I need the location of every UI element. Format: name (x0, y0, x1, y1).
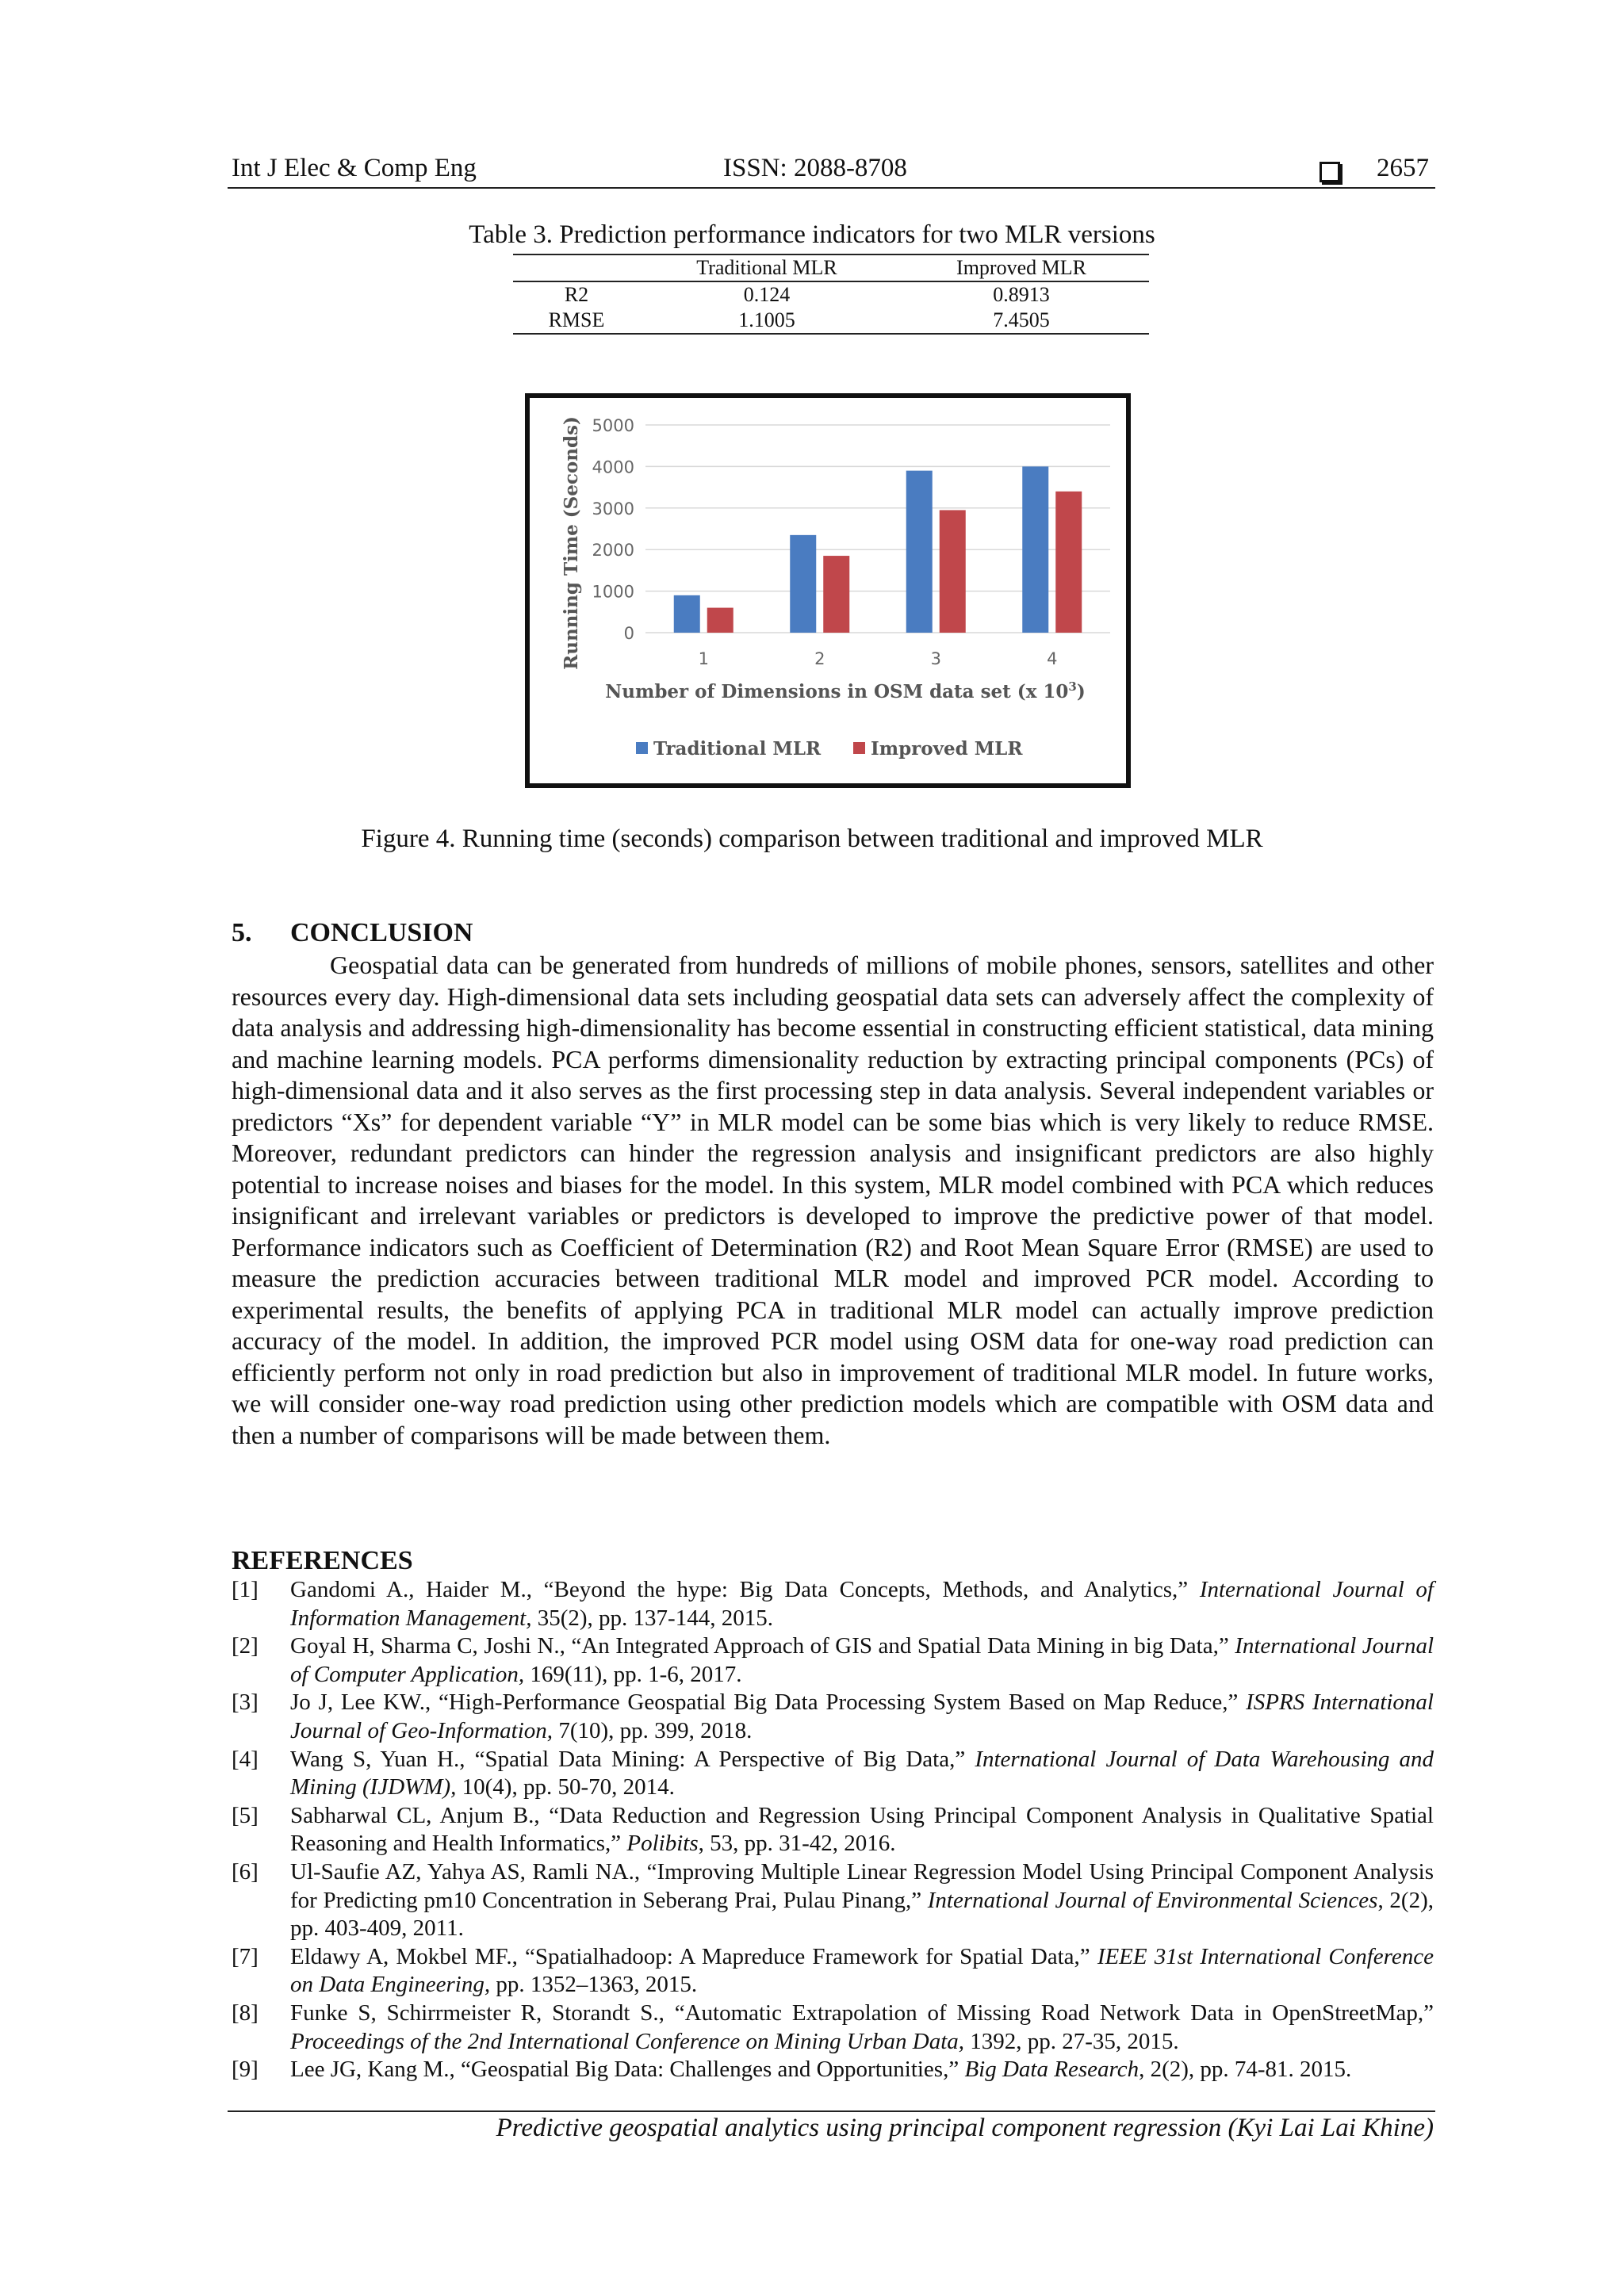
bar-improved-2 (823, 556, 849, 633)
x-axis-label-exponent: 3 (1068, 679, 1077, 694)
reference-venue: International Journal of Information Management, (290, 1577, 1434, 1631)
bar-improved-4 (1055, 492, 1082, 633)
y-tick-label: 3000 (592, 499, 634, 519)
figure-caption: Figure 4. Running time (seconds) comparison between traditional and improved MLR (361, 825, 1263, 853)
reference-details: pp. 1352–1363, 2015. (490, 1972, 698, 1998)
reference-item (232, 1746, 1434, 1802)
reference-venue: International Journal of Data Warehousing and Mining (IJDWM), (290, 1746, 1434, 1800)
reference-venue: ISPRS International Journal of Geo-Information, (290, 1689, 1434, 1743)
table-cell: 7.4505 (993, 308, 1050, 331)
x-axis-label-text: Number of Dimensions in OSM data set (x 10 (605, 681, 1069, 702)
reference-text: Goyal H, Sharma C, Joshi N., “An Integrated Approach of GIS and Spatial Data Mining in big Data,” (290, 1633, 1235, 1659)
reference-number: [6] (232, 1858, 259, 1885)
legend-label: Traditional MLR (653, 738, 822, 760)
section-title (232, 918, 473, 948)
legend-swatch-improved (853, 742, 865, 754)
header-rule (228, 187, 1435, 189)
reference-venue: IEEE 31st International Conference on Data Engineering, (290, 1943, 1434, 1998)
table-cell: 0.124 (743, 283, 791, 306)
reference-number: [3] (232, 1689, 259, 1716)
reference-number: [8] (232, 1999, 259, 2026)
reference-text: Ul-Saufie AZ, Yahya AS, Ramli NA., “Improving Multiple Linear Regression Model Using Principal Component Analysis for Predicting pm10 Concentration in Seberang Prai, Pulau Pinang,” (290, 1858, 1434, 1913)
reference-number: [9] (232, 2057, 259, 2083)
reference-item (232, 1943, 1434, 1999)
table-header-cell: Improved MLR (956, 256, 1086, 279)
footer-rule (228, 2110, 1435, 2112)
reference-venue: Proceedings of the 2nd International Conference on Mining Urban Data, (290, 2028, 965, 2054)
reference-details: 35(2), pp. 137-144, 2015. (531, 1605, 773, 1631)
table-row (513, 308, 1149, 334)
x-tick-label: 1 (698, 649, 709, 668)
references-list (232, 1576, 1434, 2084)
table-header-row (513, 254, 1149, 281)
reference-details: , 2(2), pp. 74-81. 2015. (1139, 2057, 1352, 2083)
y-tick-label: 0 (623, 624, 634, 643)
table-cell: 1.1005 (738, 308, 795, 331)
reference-text: Wang S, Yuan H., “Spatial Data Mining: A Perspective of Big Data,” (290, 1746, 975, 1772)
reference-number: [5] (232, 1802, 259, 1828)
reference-details: 7(10), pp. 399, 2018. (553, 1717, 753, 1743)
page-box-icon (1320, 159, 1340, 190)
table-caption: Table 3. Prediction performance indicators for two MLR versions (469, 220, 1155, 249)
references-title: REFERENCES (232, 1546, 413, 1575)
reference-number: [4] (232, 1746, 259, 1772)
reference-item (232, 1999, 1434, 2056)
legend-swatch-traditional (636, 742, 648, 754)
reference-venue: International Journal of Computer Application, (290, 1633, 1434, 1687)
reference-number: [2] (232, 1633, 259, 1659)
reference-number: [7] (232, 1943, 259, 1969)
table-row (513, 281, 1149, 308)
table-cell: RMSE (548, 308, 605, 331)
journal-name: Int J Elec & Comp Eng (232, 154, 477, 182)
conclusion-text: Geospatial data can be generated from hundreds of millions of mobile phones, sensors, satellites and other resources every day. High-dimensional data sets including geospatial data sets can adversely affect the complexity of data analysis and addressing high-dimensionality has become essential in constructing efficient statistical, data mining and machine learning models. PCA performs dimensionality reduction by extracting principal components (PCs) of high-dimensional data and it also serves as the first processing step in data analysis. Several independent variables or predictors “Xs” for dependent variable “Y” in MLR model can be some bias which is very likely to reduce RMSE. Moreover, redundant predictors can hinder the regression analysis and insignificant predictors are also highly potential to increase noises and biases for the model. In this system, MLR model combined with PCA which reduces insignificant and irrelevant variables or predictors is developed to improve the predictive power of that model. Performance indicators such as Coefficient of Determination (R2) and Root Mean Square Error (RMSE) are used to measure the prediction accuracies between traditional MLR model and improved PCR model. According to experimental results, the benefits of applying PCA in traditional MLR model can actually improve prediction accuracy of the model. In addition, the improved PCR model using OSM data for one-way road prediction can efficiently perform not only in road prediction but also in improvement of traditional MLR model. In future works, we will consider one-way road prediction using other prediction models which are compatible with OSM data and then a number of comparisons will be made between them. (232, 951, 1434, 1449)
table-header-cell: Traditional MLR (696, 256, 837, 279)
reference-details: , 53, pp. 31-42, 2016. (698, 1831, 896, 1857)
conclusion-paragraph (232, 950, 1434, 1451)
reference-text: Gandomi A., Haider M., “Beyond the hype: Big Data Concepts, Methods, and Analytics,” (290, 1577, 1200, 1602)
reference-item (232, 1632, 1434, 1689)
reference-text: Funke S, Schirrmeister R, Storandt S., “Automatic Extrapolation of Missing Road Network Data in OpenStreetMap,” (290, 1999, 1434, 2026)
table-cell: R2 (564, 283, 589, 306)
reference-text: Jo J, Lee KW., “High-Performance Geospatial Big Data Processing System Based on Map Reduce,” (290, 1689, 1247, 1716)
running-time-chart (530, 398, 1126, 783)
reference-venue: Big Data Research (964, 2057, 1139, 2083)
bar-improved-1 (707, 608, 733, 633)
reference-venue: Polibits (626, 1831, 699, 1857)
legend-label: Improved MLR (871, 738, 1023, 760)
table-header-cell (513, 254, 640, 281)
performance-table (513, 254, 1149, 335)
issn: ISSN: 2088-8708 (723, 154, 907, 182)
x-tick-label: 2 (814, 649, 825, 668)
reference-details: 169(11), pp. 1-6, 2017. (524, 1661, 742, 1687)
bar-improved-3 (940, 510, 966, 633)
y-axis-label: Running Time (Seconds) (561, 416, 582, 670)
bar-traditional-3 (906, 471, 933, 633)
section-number: 5. (232, 918, 252, 947)
reference-item (232, 2056, 1434, 2084)
figure-frame (525, 393, 1131, 788)
reference-item (232, 1802, 1434, 1858)
reference-number: [1] (232, 1577, 259, 1602)
page-number: 2657 (1377, 154, 1429, 182)
reference-text: Sabharwal CL, Anjum B., “Data Reduction and Regression Using Principal Component Analysis in Qualitative Spatial Reasoning and Health Informatics,” (290, 1802, 1434, 1857)
x-axis-label-end: ) (1076, 681, 1086, 702)
reference-details: , 2(2), pp. 403-409, 2011. (290, 1887, 1434, 1942)
x-tick-label: 3 (930, 649, 941, 668)
reference-item (232, 1689, 1434, 1745)
reference-text: Lee JG, Kang M., “Geospatial Big Data: Challenges and Opportunities,” (290, 2057, 965, 2083)
reference-item (232, 1858, 1434, 1943)
x-tick-label: 4 (1047, 649, 1058, 668)
reference-item (232, 1576, 1434, 1632)
reference-text: Eldawy A, Mokbel MF., “Spatialhadoop: A Mapreduce Framework for Spatial Data,” (290, 1943, 1097, 1969)
reference-venue: International Journal of Environmental Sciences (927, 1887, 1378, 1913)
bar-traditional-1 (674, 595, 700, 633)
section-heading: CONCLUSION (290, 918, 473, 947)
running-footer: Predictive geospatial analytics using principal component regression (Kyi Lai Lai Khine) (496, 2114, 1434, 2142)
y-tick-label: 4000 (592, 457, 634, 477)
x-axis-label (605, 679, 1086, 702)
y-tick-label: 2000 (592, 541, 634, 561)
reference-details: 1392, pp. 27-35, 2015. (964, 2028, 1179, 2054)
bar-traditional-2 (790, 535, 816, 633)
reference-details: 10(4), pp. 50-70, 2014. (456, 1774, 675, 1800)
y-tick-label: 5000 (592, 416, 634, 435)
bar-traditional-4 (1022, 466, 1048, 633)
y-tick-label: 1000 (592, 582, 634, 602)
table-cell: 0.8913 (993, 283, 1050, 306)
